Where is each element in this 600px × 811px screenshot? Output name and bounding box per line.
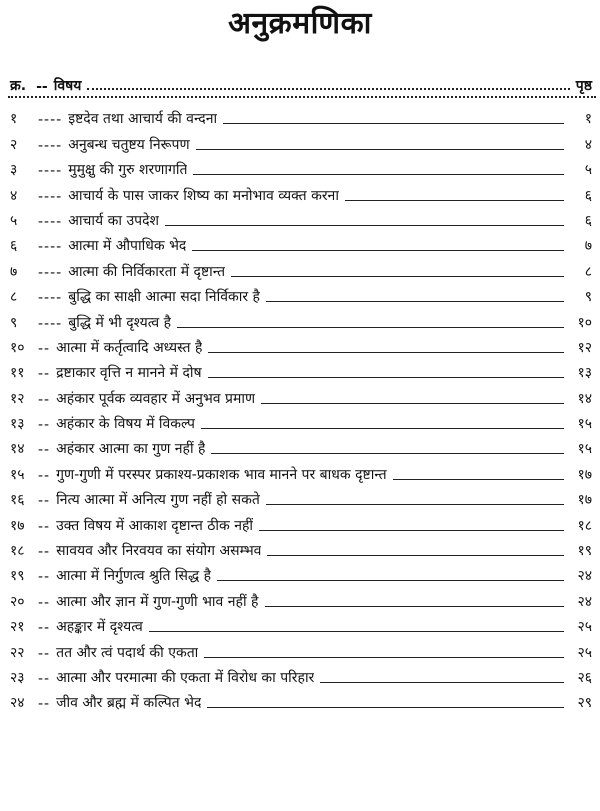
entry-leader-line [177, 327, 564, 328]
entry-leader-line [393, 479, 564, 480]
entry-title: अनुबन्ध चतुष्टय निरूपण [68, 136, 190, 153]
entry-title: तत और त्वं पदार्थ की एकता [56, 644, 199, 661]
index-entry [10, 332, 596, 357]
entry-leader-line [259, 530, 564, 531]
entry-dash: -- [38, 340, 51, 357]
entry-dash: -- [38, 544, 51, 561]
entry-leader-line [266, 301, 564, 302]
entry-title: इष्टदेव तथा आचार्य की वन्दना [68, 111, 218, 128]
entry-dash: -- [38, 417, 51, 434]
entry-leader-line [267, 555, 564, 556]
index-entry [10, 408, 596, 433]
entry-page-number: १५ [577, 441, 592, 458]
entry-leader-line [201, 428, 564, 429]
header-page-label: पृष्ठ [575, 78, 592, 94]
index-entry [10, 458, 596, 483]
index-entry [10, 611, 596, 636]
entry-leader-line [207, 707, 564, 708]
entry-number: ५ [10, 212, 18, 229]
header-number-label: क्र. [10, 78, 27, 94]
entry-number: १६ [10, 492, 25, 509]
entry-dash: -- [38, 442, 51, 459]
entry-title: आत्मा की निर्विकारता में दृष्टान्त [68, 263, 226, 280]
entry-page-number: १७ [577, 466, 592, 483]
entry-title: अहंकार आत्मा का गुण नहीं है [56, 441, 206, 458]
entry-dash: -- [38, 620, 51, 637]
entry-number: २० [10, 593, 25, 610]
entry-dash: ---- [38, 213, 63, 230]
index-entry [10, 433, 596, 458]
entry-dash: ---- [38, 112, 63, 129]
entry-number: ७ [10, 263, 18, 280]
entry-number: २३ [10, 669, 25, 686]
index-entry [10, 585, 596, 610]
entry-leader-line [208, 377, 564, 378]
entry-leader-line [196, 149, 564, 150]
entry-title: आत्मा में कर्तृत्वादि अध्यस्त है [56, 339, 203, 356]
entry-number: ९ [10, 314, 18, 331]
entry-dash: -- [38, 518, 51, 535]
entry-number: ११ [10, 365, 25, 382]
entry-page-number: १९ [577, 543, 592, 560]
entry-dash: ---- [38, 315, 63, 332]
entry-title: अहङ्कार में दृश्यत्व [56, 619, 143, 636]
entry-page-number: ४ [584, 136, 592, 153]
entry-number: ३ [10, 162, 18, 179]
entry-leader-line [320, 682, 564, 683]
entry-leader-line [193, 174, 564, 175]
entry-dash: -- [38, 594, 51, 611]
entry-leader-line [231, 276, 564, 277]
entry-dash: -- [38, 645, 51, 662]
entry-number: २१ [10, 619, 25, 636]
entry-title: आत्मा और परमात्मा की एकता में विरोध का परिहार [56, 669, 315, 686]
entry-page-number: १ [584, 111, 592, 128]
entry-leader-line [345, 200, 564, 201]
index-entry [10, 484, 596, 509]
index-entry [10, 662, 596, 687]
entry-page-number: ७ [584, 238, 592, 255]
entry-page-number: २४ [577, 593, 592, 610]
entry-title: आत्मा में औपाधिक भेद [68, 238, 187, 255]
index-entry [10, 128, 596, 153]
index-entry-list [10, 103, 596, 712]
entry-leader-line [192, 250, 564, 251]
entry-page-number: २९ [577, 695, 592, 712]
entry-dash: ---- [38, 290, 63, 307]
entry-title: आत्मा में निर्गुणत्व श्रुति सिद्ध है [56, 568, 212, 585]
entry-number: १३ [10, 416, 25, 433]
entry-title: सावयव और निरवयव का संयोग असम्भव [56, 543, 262, 560]
entry-dash: ---- [38, 239, 63, 256]
index-header [10, 71, 596, 95]
index-entry [10, 535, 596, 560]
entry-title: द्रष्टाकार वृत्ति न मानने में दोष [56, 365, 202, 382]
entry-leader-line [165, 225, 564, 226]
entry-number: २२ [10, 644, 25, 661]
entry-page-number: १४ [577, 390, 592, 407]
entry-page-number: १३ [577, 365, 592, 382]
index-entry [10, 205, 596, 230]
entry-number: १ [10, 111, 18, 128]
header-dotted-leader [87, 88, 569, 90]
entry-number: १९ [10, 568, 25, 585]
index-entry [10, 281, 596, 306]
entry-number: ४ [10, 187, 18, 204]
entry-title: बुद्धि में भी दृश्यत्व है [68, 314, 172, 331]
entry-title: उक्त विषय में आकाश दृष्टान्त ठीक नहीं [56, 517, 254, 534]
entry-page-number: ८ [584, 263, 592, 280]
page-title: अनुक्रमणिका [228, 6, 372, 41]
entry-number: १५ [10, 466, 25, 483]
index-entry [10, 636, 596, 661]
entry-number: २ [10, 136, 18, 153]
entry-number: २४ [10, 695, 25, 712]
entry-page-number: १७ [577, 492, 592, 509]
entry-page-number: ६ [584, 187, 592, 204]
entry-title: बुद्धि का साक्षी आत्मा सदा निर्विकार है [68, 289, 260, 306]
entry-page-number: ९ [584, 289, 592, 306]
index-entry [10, 230, 596, 255]
entry-leader-line [217, 580, 564, 581]
entry-leader-line [204, 657, 564, 658]
entry-page-number: १५ [577, 416, 592, 433]
entry-dash: ---- [38, 264, 63, 281]
entry-number: ६ [10, 238, 18, 255]
entry-leader-line [208, 352, 564, 353]
entry-dash: ---- [38, 188, 63, 205]
entry-page-number: १० [577, 314, 592, 331]
header-divider [8, 96, 596, 98]
entry-title: आचार्य का उपदेश [68, 212, 160, 229]
entry-page-number: २५ [577, 644, 592, 661]
entry-title: जीव और ब्रह्म में कल्पित भेद [56, 695, 202, 712]
entry-number: १४ [10, 441, 25, 458]
index-entry [10, 382, 596, 407]
entry-dash: -- [38, 391, 51, 408]
entry-number: ८ [10, 289, 18, 306]
entry-title: आत्मा और ज्ञान में गुण-गुणी भाव नहीं है [56, 593, 259, 610]
entry-title: गुण-गुणी में परस्पर प्रकाश्य-प्रकाशक भाव मानने पर बाधक दृष्टान्त [56, 466, 387, 483]
index-entry [10, 306, 596, 331]
entry-dash: -- [38, 569, 51, 586]
index-entry [10, 154, 596, 179]
entry-leader-line [211, 453, 564, 454]
entry-dash: -- [38, 467, 51, 484]
header-subject-label: विषय [53, 78, 82, 94]
entry-number: १८ [10, 543, 25, 560]
entry-page-number: ५ [584, 162, 592, 179]
index-entry [10, 179, 596, 204]
index-entry [10, 103, 596, 128]
entry-dash: -- [38, 670, 51, 687]
entry-dash: -- [38, 366, 51, 383]
entry-dash: ---- [38, 163, 63, 180]
entry-page-number: ६ [584, 212, 592, 229]
entry-title: अहंकार के विषय में विकल्प [56, 416, 196, 433]
entry-dash: -- [38, 696, 51, 713]
entry-dash: -- [38, 493, 51, 510]
entry-leader-line [223, 123, 564, 124]
entry-number: १२ [10, 390, 25, 407]
entry-page-number: २६ [577, 669, 592, 686]
entry-title: नित्य आत्मा में अनित्य गुण नहीं हो सकते [56, 492, 260, 509]
entry-number: १७ [10, 517, 25, 534]
entry-page-number: १२ [577, 339, 592, 356]
index-entry [10, 687, 596, 712]
index-entry [10, 357, 596, 382]
entry-leader-line [261, 403, 564, 404]
index-entry [10, 255, 596, 280]
entry-title: आचार्य के पास जाकर शिष्य का मनोभाव व्यक्त करना [68, 187, 339, 204]
entry-number: १० [10, 339, 25, 356]
entry-leader-line [149, 631, 564, 632]
entry-leader-line [266, 504, 564, 505]
header-separator: -- [36, 79, 48, 95]
entry-title: अहंकार पूर्वक व्यवहार में अनुभव प्रमाण [56, 390, 256, 407]
entry-page-number: २५ [577, 619, 592, 636]
entry-title: मुमुक्षु की गुरु शरणागति [68, 162, 188, 179]
index-entry [10, 560, 596, 585]
entry-page-number: १८ [577, 517, 592, 534]
entry-leader-line [265, 606, 565, 607]
entry-dash: ---- [38, 137, 63, 154]
entry-page-number: २४ [577, 568, 592, 585]
index-entry [10, 509, 596, 534]
